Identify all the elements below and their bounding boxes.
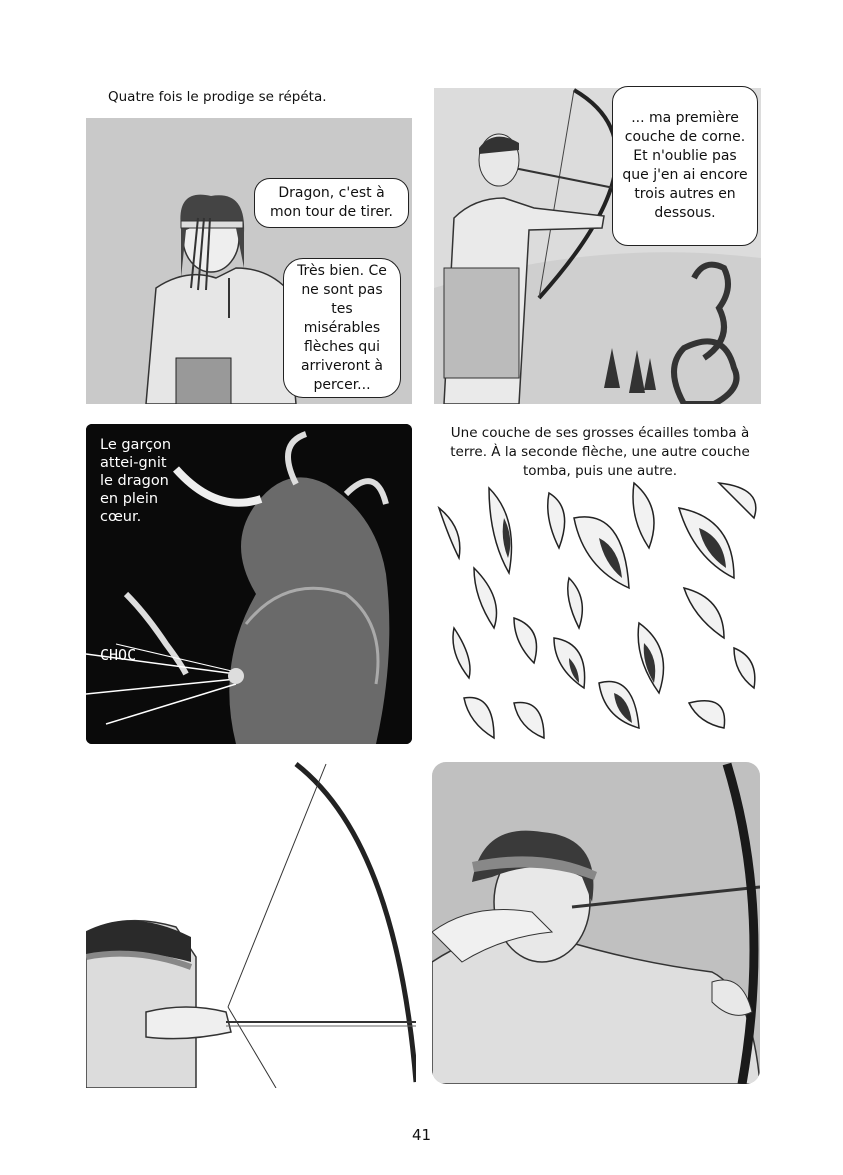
panel2-speech-dragon: ... ma première couche de corne. Et n'oublie pas que j'en ai encore trois autres en dessous. bbox=[612, 86, 758, 246]
panel1-speech-boy: Dragon, c'est à mon tour de tirer. bbox=[254, 178, 409, 228]
panel3-caption: Le garçon attei-gnit le dragon en plein cœur. bbox=[100, 437, 172, 525]
panel6-archer-aiming bbox=[432, 762, 760, 1084]
panel3-arrow-hits-dragon bbox=[86, 424, 412, 744]
panel5-archer-close-up bbox=[86, 762, 416, 1088]
panel4-caption: Une couche de ses grosses écailles tomba à terre. À la seconde flèche, une autre couche tomba, puis une autre. bbox=[450, 425, 750, 479]
panel4-falling-scales bbox=[434, 478, 764, 746]
panel1-caption: Quatre fois le prodige se répéta. bbox=[108, 89, 327, 105]
page-number: 41 bbox=[411, 1126, 432, 1144]
panel1-speech-dragon: Très bien. Ce ne sont pas tes misérables flèches qui arriveront à percer... bbox=[283, 258, 401, 398]
panel3-sound-effect: CHOC bbox=[100, 646, 137, 664]
